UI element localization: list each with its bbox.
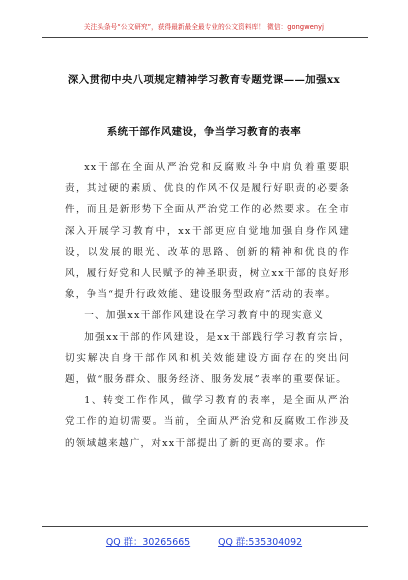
footer-divider: [42, 526, 368, 527]
document-title-line-2: 系统干部作风建设，争当学习教育的表率: [106, 126, 302, 138]
document-body: [65, 157, 350, 454]
paragraph-point-1: 1、转变工作作风，做学习教育的表率，是全面从严治党工作的迫切需要。当前，全面从严治党和反腐败工作涉及的领域越来越广，对xx干部提出了新的更高的要求。作: [65, 395, 350, 449]
header-divider: [42, 37, 368, 38]
header-note: 关注头条号“公文研究”，获得最新最全最专业的公文资料库！ 微信：gongwenyj: [83, 23, 325, 31]
paragraph-section-1: 加强xx干部的作风建设，是xx干部践行学习教育宗旨，切实解决自身干部作风和机关效能建设方面存在的突出问题，做“服务群众、服务经济、服务发展”表率的重要保证。: [65, 331, 350, 386]
qq-group-link-2[interactable]: QQ 群:535304092: [218, 537, 303, 548]
footer: [0, 534, 408, 548]
paragraph-intro: xx干部在全面从严治党和反腐败斗争中肩负着重要职责，其过硬的素质、优良的作风不仅是履行好职责的必要条件，而且是新形势下全面从严治党工作的必然要求。在全市深入开展学习教育中，xx干部更应自觉地加强自身作风建设，以发展的眼光、改革的思路、创新的精神和优良的作风，履行好党和人民赋予的神圣职责，树立xx干部的良好形象，争当“提升行政效能、建设服务型政府”活动的表率。: [65, 162, 350, 301]
section-heading-1: 一、加强xx干部作风建设在学习教育中的现实意义: [84, 310, 325, 322]
document-title-line-1: 深入贯彻中央八项规定精神学习教育专题党课——加强xx: [67, 74, 341, 86]
qq-group-link-1[interactable]: QQ 群：30265665: [105, 537, 191, 548]
